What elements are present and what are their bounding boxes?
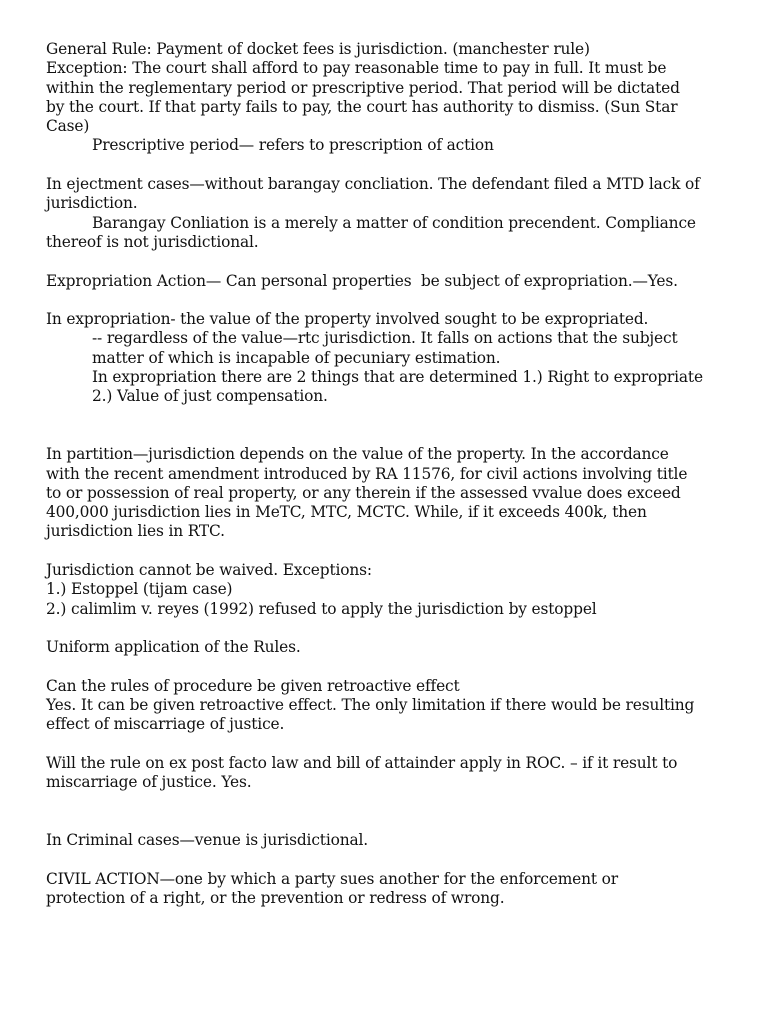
- text-line: Barangay Conliation is a merely a matter of condition precendent. Compliance: [92, 213, 696, 232]
- text-line: miscarriage of justice. Yes.: [46, 773, 252, 792]
- text-line: protection of a right, or the prevention or redress of wrong.: [46, 889, 505, 908]
- text-line: Expropriation Action— Can personal properties be subject of expropriation.—Yes.: [46, 271, 678, 290]
- text-line: jurisdiction lies in RTC.: [46, 522, 225, 541]
- text-line: Can the rules of procedure be given retroactive effect: [46, 676, 460, 695]
- paragraph-gap: [46, 619, 736, 638]
- paragraph-gap: [46, 291, 736, 310]
- paragraph-gap: [46, 252, 736, 271]
- text-line: Yes. It can be given retroactive effect. The only limitation if there would be resulting: [46, 696, 695, 715]
- paragraph-gap: [46, 735, 736, 754]
- text-line: to or possession of real property, or any therein if the assessed vvalue does exceed: [46, 483, 681, 502]
- text-line: Jurisdiction cannot be waived. Exceptions:: [46, 561, 372, 580]
- text-line: -- regardless of the value—rtc jurisdiction. It falls on actions that the subject: [92, 329, 678, 348]
- text-line: In expropriation there are 2 things that are determined 1.) Right to expropriate: [92, 368, 703, 387]
- paragraph-gap: [46, 850, 736, 869]
- text-line: In partition—jurisdiction depends on the value of the property. In the accordance: [46, 445, 669, 464]
- text-line: by the court. If that party fails to pay, the court has authority to dismiss. (Sun Star: [46, 97, 678, 116]
- paragraph-gap: [46, 793, 736, 832]
- text-line: In ejectment cases—without barangay concliation. The defendant filed a MTD lack of: [46, 175, 700, 194]
- text-line: CIVIL ACTION—one by which a party sues another for the enforcement or: [46, 869, 619, 888]
- document-body: [46, 40, 736, 908]
- text-line: Case): [46, 117, 90, 136]
- text-line: effect of miscarriage of justice.: [46, 715, 285, 734]
- text-line: within the reglementary period or prescriptive period. That period will be dictated: [46, 78, 680, 97]
- paragraph-gap: [46, 542, 736, 561]
- text-line: 2.) Value of just compensation.: [92, 387, 328, 406]
- text-line: In expropriation- the value of the property involved sought to be expropriated.: [46, 310, 649, 329]
- text-line: thereof is not jurisdictional.: [46, 232, 259, 251]
- text-line: Will the rule on ex post facto law and bill of attainder apply in ROC. – if it result to: [46, 753, 678, 772]
- text-line: with the recent amendment introduced by RA 11576, for civil actions involving title: [46, 464, 688, 483]
- text-line: Prescriptive period— refers to prescription of action: [92, 136, 494, 155]
- text-line: 2.) calimlim v. reyes (1992) refused to apply the jurisdiction by estoppel: [46, 599, 597, 618]
- text-line: jurisdiction.: [46, 194, 138, 213]
- text-line: General Rule: Payment of docket fees is jurisdiction. (manchester rule): [46, 40, 590, 58]
- text-line: In Criminal cases—venue is jurisdictional.: [46, 831, 369, 850]
- text-line: 400,000 jurisdiction lies in MeTC, MTC, MCTC. While, if it exceeds 400k, then: [46, 503, 647, 522]
- paragraph-gap: [46, 156, 736, 175]
- text-line: Uniform application of the Rules.: [46, 638, 301, 657]
- paragraph-gap: [46, 658, 736, 677]
- text-line: Exception: The court shall afford to pay reasonable time to pay in full. It must be: [46, 59, 667, 78]
- text-line: matter of which is incapable of pecuniary estimation.: [92, 348, 501, 367]
- text-line: 1.) Estoppel (tijam case): [46, 580, 233, 599]
- paragraph-gap: [46, 407, 736, 446]
